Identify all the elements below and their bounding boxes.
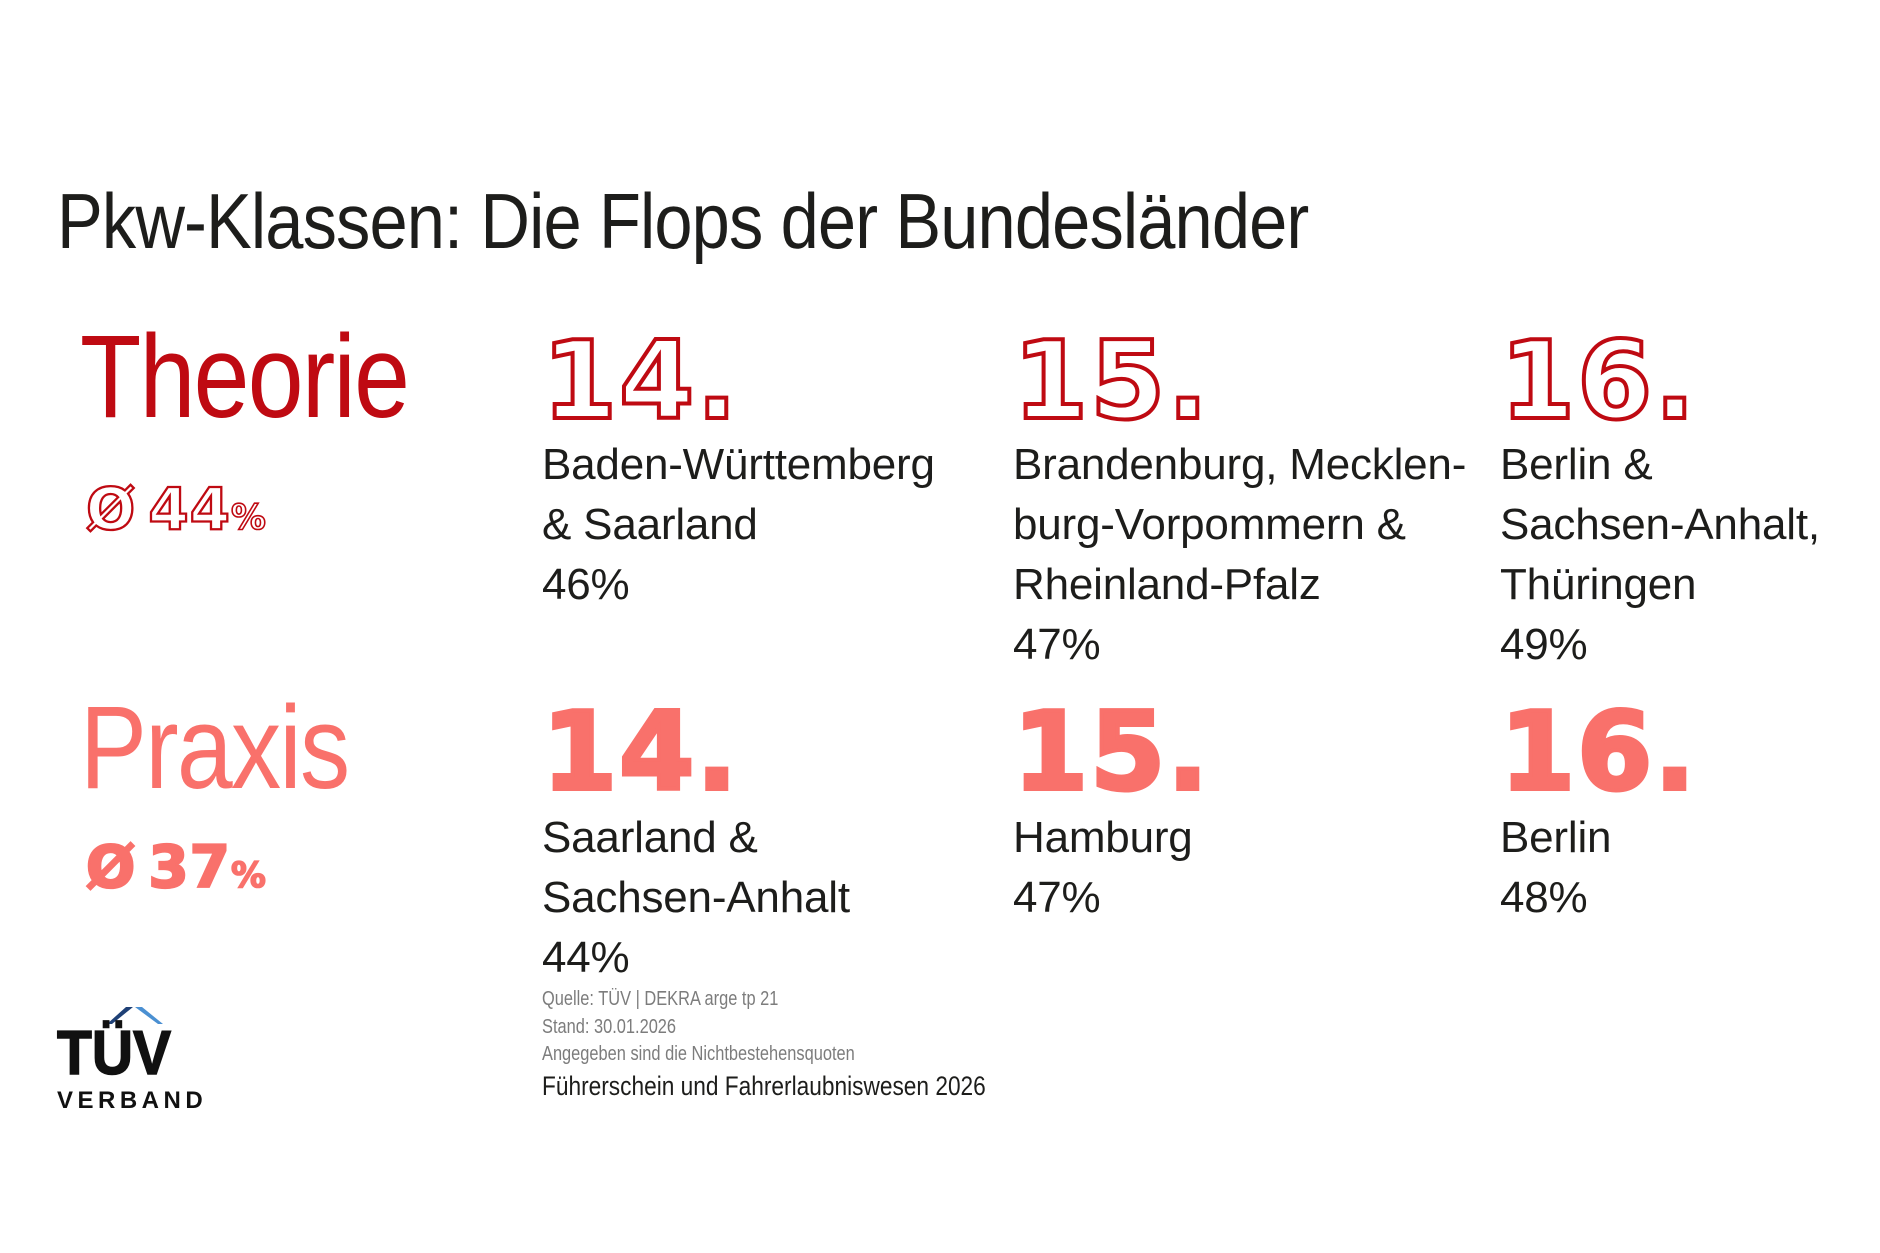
ranking-item [1013,808,1193,928]
average-symbol: Ø [86,833,137,901]
tuv-verband-logo [57,1004,207,1113]
ranking-item [1500,435,1820,675]
failure-rate: 49% [1500,620,1588,669]
region-name-line: Rheinland-Pfalz [1013,560,1321,609]
source-line-note: Angegeben sind die Nichtbestehensquoten [542,1043,855,1065]
region-name-line: Sachsen-Anhalt, [1500,500,1820,549]
rank-number: 16. [1500,319,1698,444]
logo-verband-text: VERBAND [57,1086,208,1114]
rank-number: 16. [1500,690,1698,815]
page-title: Pkw-Klassen: Die Flops der Bundesländer [57,177,1309,266]
region-name-line: Brandenburg, Mecklen- [1013,440,1467,489]
ranking-item [1500,808,1611,928]
region-name-line: Hamburg [1013,813,1193,862]
practice-average [86,833,267,901]
rank-number: 14. [542,690,740,815]
region-name-line: Berlin & [1500,440,1653,489]
theory-label: Theorie [80,311,409,443]
source-line-quelle: Quelle: TÜV | DEKRA arge tp 21 [542,988,779,1010]
ranking-item [542,435,935,615]
logo-tuv-text: TÜV [57,1019,172,1088]
region-name-line: Saarland & [542,813,758,862]
source-block [542,986,855,1069]
region-name-line: Sachsen-Anhalt [542,873,850,922]
practice-label: Praxis [80,682,349,814]
average-unit: % [231,498,267,538]
failure-rate: 44% [542,933,630,982]
ranking-item [542,808,850,988]
rank-number: 15. [1013,690,1211,815]
failure-rate: 47% [1013,620,1101,669]
region-name-line: burg-Vorpommern & [1013,500,1406,549]
region-name-line: & Saarland [542,500,758,549]
average-symbol: Ø [86,475,137,543]
region-name-line: Berlin [1500,813,1612,862]
average-value: 37 [148,833,232,901]
region-name-line: Thüringen [1500,560,1697,609]
source-line-stand: Stand: 30.01.2026 [542,1015,677,1038]
rank-number: 14. [542,319,740,444]
rank-number: 15. [1013,319,1211,444]
failure-rate: 48% [1500,873,1588,922]
region-name-line: Baden-Württemberg [542,440,935,489]
average-unit: % [231,856,267,896]
failure-rate: 46% [542,560,630,609]
theory-average [86,475,267,543]
ranking-item [1013,435,1466,675]
average-value: 44 [148,475,232,543]
failure-rate: 47% [1013,873,1101,922]
publication-title: Führerschein und Fahrerlaubniswesen 2026 [542,1071,986,1101]
